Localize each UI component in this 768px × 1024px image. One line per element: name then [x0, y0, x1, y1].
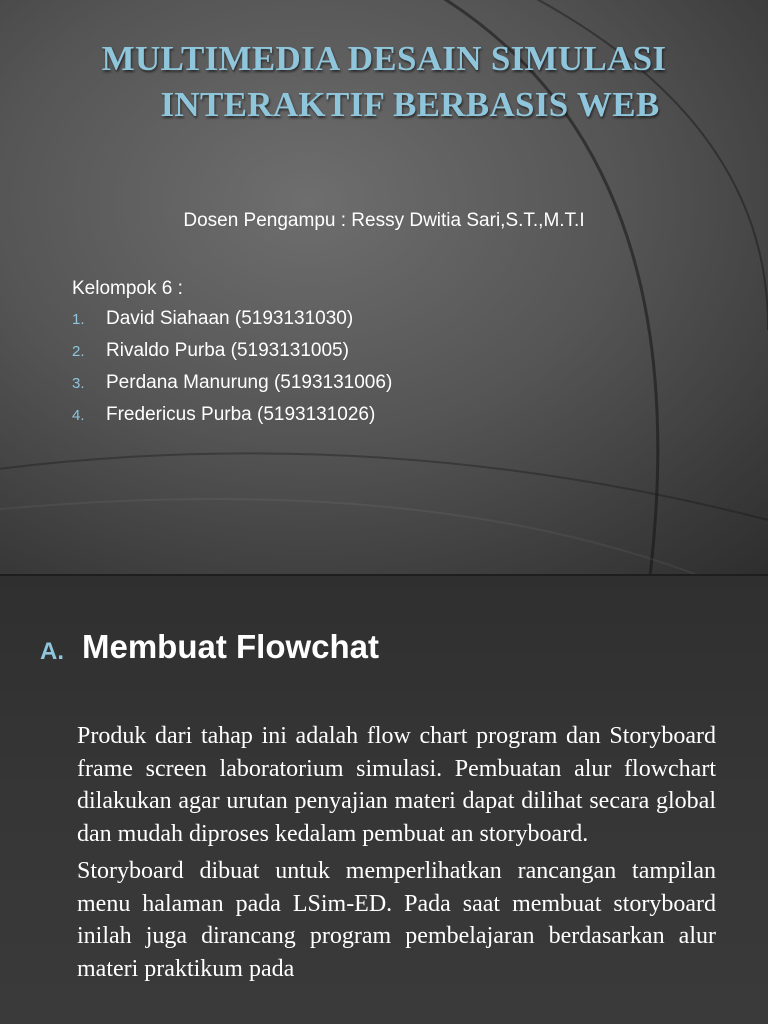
paragraph-2: Storyboard dibuat untuk memperlihatkan rancangan tampilan menu halaman pada LSim-ED. Pada saat membuat storyboard inilah juga dirancang program pembelajaran berdasarkan alur materi praktikum pada	[77, 858, 716, 982]
member-list	[72, 308, 392, 436]
title-line-2: INTERAKTIF BERBASIS WEB	[160, 85, 660, 124]
group-section	[72, 276, 392, 436]
slide-title	[40, 36, 740, 128]
group-heading: Kelompok 6 :	[72, 278, 183, 299]
paragraph-1: Produk dari tahap ini adalah flow chart program dan Storyboard frame screen laboratorium simulasi. Pembuatan alur flowchart dilakukan agar urutan penyajian materi dapat dilihat secara global dan mudah diproses kedalam pembuat an storyboard.	[77, 723, 716, 847]
list-number: 2.	[72, 343, 85, 360]
section-letter: A.	[40, 638, 64, 665]
list-item	[72, 340, 392, 372]
list-item	[72, 404, 392, 436]
member-name: Rivaldo Purba (5193131005)	[106, 340, 349, 361]
list-number: 4.	[72, 407, 85, 424]
title-line-1: MULTIMEDIA DESAIN SIMULASI	[101, 39, 667, 78]
list-item	[72, 372, 392, 404]
member-name: David Siahaan (5193131030)	[106, 308, 354, 329]
body-text	[77, 720, 716, 990]
lecturer-text: Dosen Pengampu : Ressy Dwitia Sari,S.T.,M.T.I	[183, 210, 585, 231]
section-title: Membuat Flowchat	[82, 628, 380, 665]
list-number: 1.	[72, 311, 85, 328]
list-item	[72, 308, 392, 340]
content-slide	[0, 576, 768, 1024]
member-name: Perdana Manurung (5193131006)	[106, 372, 393, 393]
list-number: 3.	[72, 375, 85, 392]
member-name: Fredericus Purba (5193131026)	[106, 404, 376, 425]
